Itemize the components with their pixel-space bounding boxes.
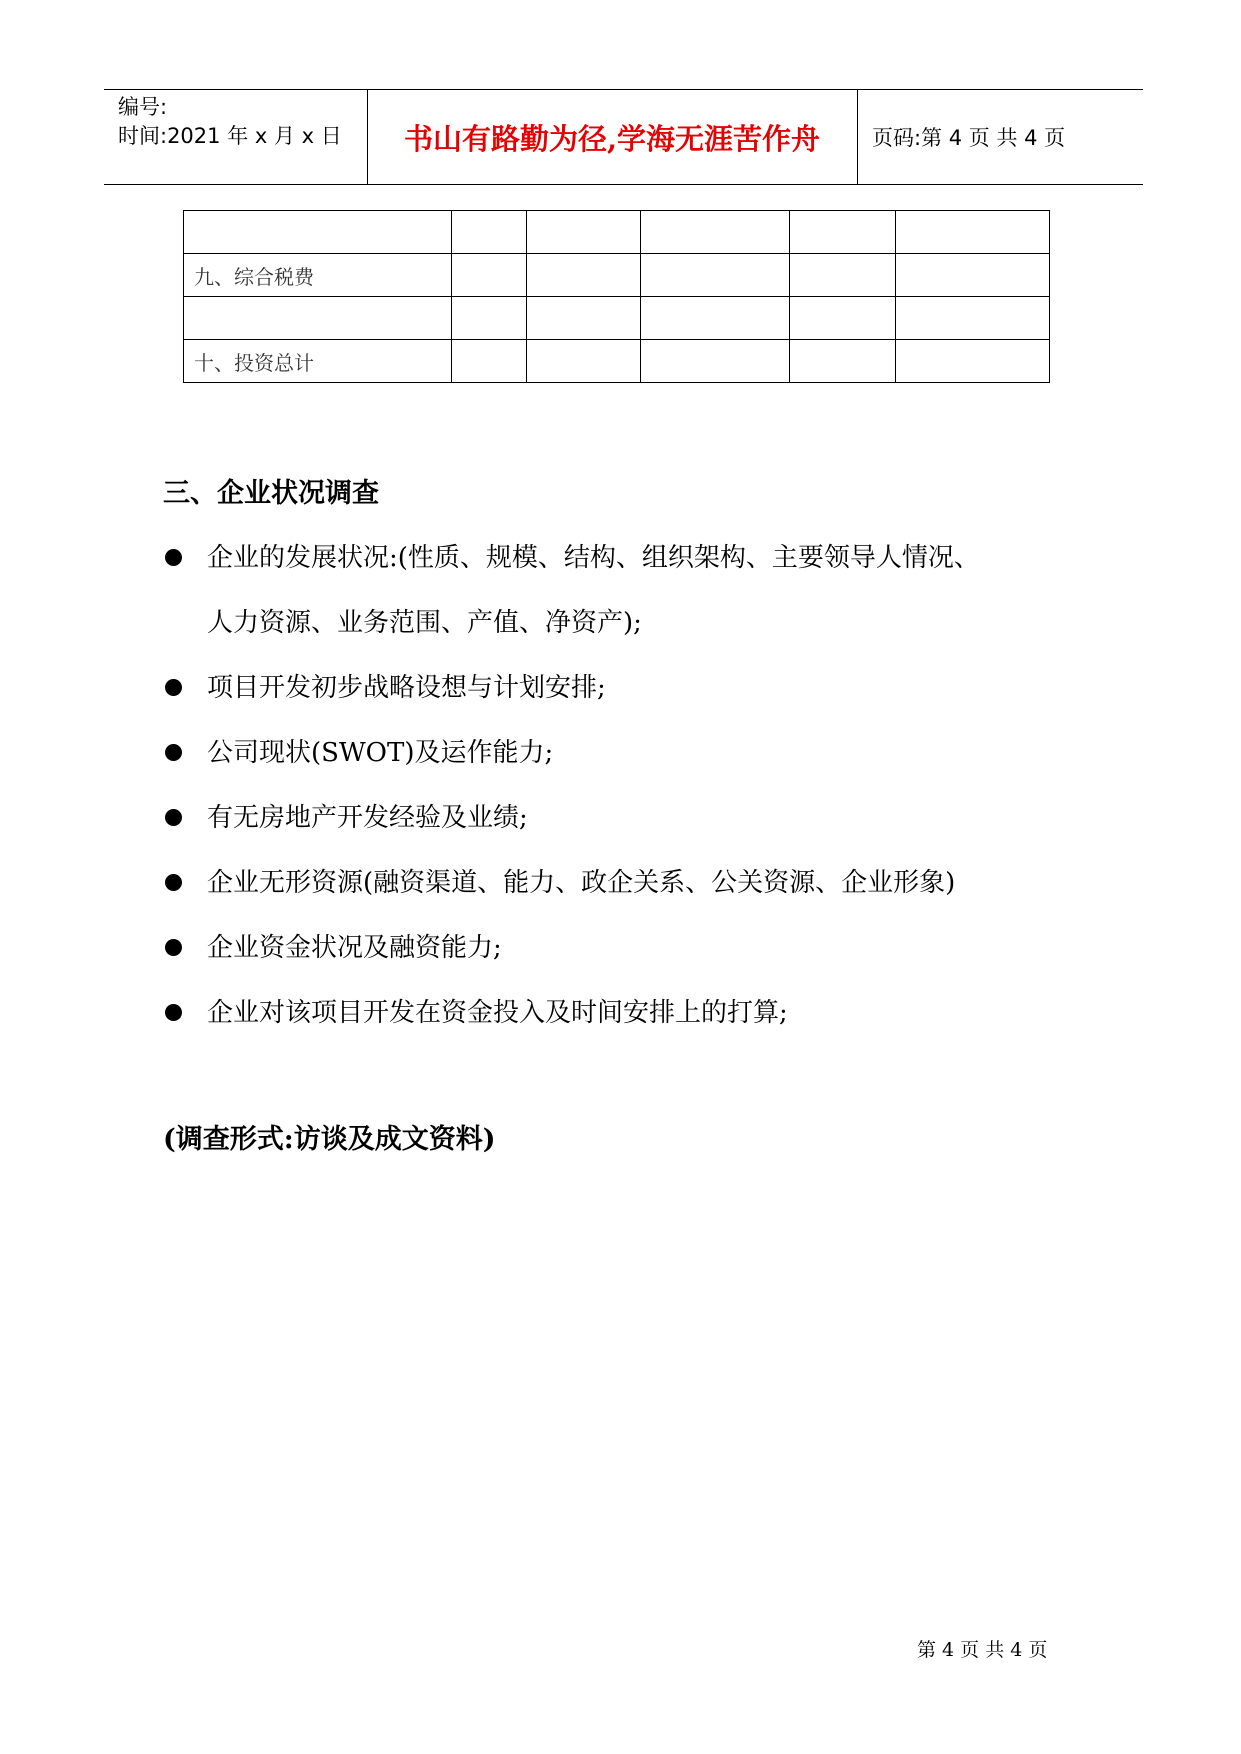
table-row xyxy=(184,297,1050,340)
table-cell xyxy=(527,297,641,340)
list-item-text: 有无房地产开发经验及业绩; xyxy=(207,803,528,833)
header-meta xyxy=(118,93,342,151)
table-row xyxy=(184,254,1050,297)
survey-list xyxy=(163,526,1003,1046)
table-cell xyxy=(452,254,527,297)
table-cell xyxy=(527,211,641,254)
table-cell xyxy=(790,297,896,340)
list-item xyxy=(163,916,1003,981)
table-cell xyxy=(527,340,641,383)
list-item xyxy=(163,721,1003,786)
survey-method-note: (调查形式:访谈及成文资料) xyxy=(163,1124,496,1155)
bullet-icon xyxy=(165,1004,182,1021)
table-cell-label: 十、投资总计 xyxy=(184,340,452,383)
bullet-icon xyxy=(165,549,182,566)
list-item-text: 企业资金状况及融资能力; xyxy=(207,933,502,963)
document-time-label: 时间:2021 年 x 月 x 日 xyxy=(118,124,342,148)
document-number-label: 编号: xyxy=(118,95,168,119)
table-cell xyxy=(452,297,527,340)
page-footer: 第 4 页 共 4 页 xyxy=(917,1639,1048,1661)
page-header xyxy=(104,89,1143,185)
table-cell xyxy=(641,297,790,340)
investment-table xyxy=(183,210,1050,383)
list-item xyxy=(163,656,1003,721)
header-page-number: 页码:第 4 页 共 4 页 xyxy=(872,126,1066,150)
bullet-icon xyxy=(165,939,182,956)
table-cell xyxy=(527,254,641,297)
table-cell xyxy=(896,340,1050,383)
list-item xyxy=(163,981,1003,1046)
table-cell-label: 九、综合税费 xyxy=(184,254,452,297)
list-item-text: 公司现状(SWOT)及运作能力; xyxy=(207,738,554,768)
bullet-icon xyxy=(165,744,182,761)
table-cell xyxy=(452,340,527,383)
table-cell xyxy=(452,211,527,254)
list-item-text: 项目开发初步战略设想与计划安排; xyxy=(207,673,606,703)
table-cell xyxy=(641,211,790,254)
list-item-text: 企业对该项目开发在资金投入及时间安排上的打算; xyxy=(207,998,788,1028)
bullet-icon xyxy=(165,809,182,826)
table-cell xyxy=(896,297,1050,340)
bullet-icon xyxy=(165,679,182,696)
bullet-icon xyxy=(165,874,182,891)
table-cell xyxy=(641,254,790,297)
list-item xyxy=(163,786,1003,851)
header-motto: 书山有路勤为径,学海无涯苦作舟 xyxy=(403,121,821,156)
list-item xyxy=(163,526,1003,656)
table-cell xyxy=(790,211,896,254)
table-cell-label xyxy=(184,297,452,340)
table-cell xyxy=(641,340,790,383)
list-item-text: 企业的发展状况:(性质、规模、结构、组织架构、主要领导人情况、人力资源、业务范围、产值、净资产); xyxy=(207,543,980,638)
table-cell xyxy=(790,254,896,297)
section-title: 三、企业状况调查 xyxy=(163,478,379,509)
list-item xyxy=(163,851,1003,916)
table-cell xyxy=(790,340,896,383)
table-cell xyxy=(896,211,1050,254)
list-item-text: 企业无形资源(融资渠道、能力、政企关系、公关资源、企业形象) xyxy=(207,868,956,898)
table-cell-label xyxy=(184,211,452,254)
table-row xyxy=(184,340,1050,383)
table-row xyxy=(184,211,1050,254)
header-divider xyxy=(857,90,858,184)
table-cell xyxy=(896,254,1050,297)
